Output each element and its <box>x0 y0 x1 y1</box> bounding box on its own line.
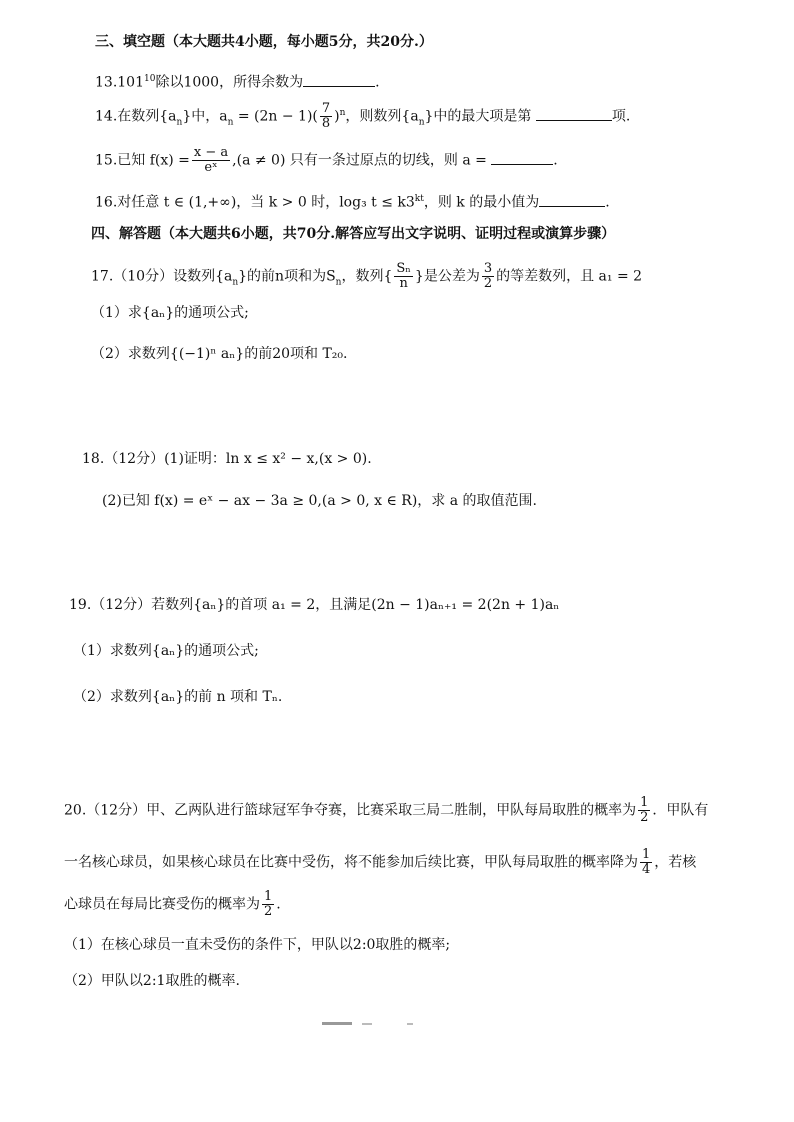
section3-title: 三、填空题（本大题共4小题，每小题5分，共20分.） <box>95 34 433 50</box>
question-15: 15.已知 f(x) = $\frac{x - a}{\text{eˣ}}$ ,(a ≠ 0) 只有一条过原点的切线，则 a = . <box>95 145 558 175</box>
question-16: 16.对任意 t ∈ (1,+∞)，当 k > 0 时，log₃ $t \le k3^{kt}$，则 k 的最小值为 . <box>95 194 610 211</box>
fraction-3-2: $\frac{3}{2}$ <box>483 261 493 291</box>
answer-blank-14[interactable] <box>536 108 612 121</box>
fraction-x-a-over-ex: $\frac{x - a}{\text{eˣ}}$ <box>193 145 229 175</box>
question-20-part2: （2）甲队以2:1取胜的概率. <box>64 973 240 989</box>
question-20-part1: （1）在核心球员一直未受伤的条件下，甲队以2:0取胜的概率; <box>64 937 451 953</box>
question-19-part1: （1）求数列{aₙ}的通项公式; <box>73 643 259 659</box>
question-17-intro: 17.（10分）设数列$\{a_n\}$的前n项和为$S_n$，数列{ $\frac{\text{Sₙ}}{n}$ }是公差为 $\frac{3}{2}$ 的等差数列，且 a₁ = 2 <box>91 261 643 291</box>
fraction-1-4: $\frac{1}{4}$ <box>642 847 651 877</box>
answer-blank-13[interactable] <box>303 74 375 87</box>
question-18-part1: 18.（12分）(1)证明：ln x ≤ x² − x,(x > 0). <box>82 451 372 467</box>
question-17-part2: （2）求数列{(−1)ⁿ aₙ}的前20项和 T₂₀. <box>91 346 348 362</box>
section4-title: 四、解答题（本大题共6小题，共70分.解答应写出文字说明、证明过程或演算步骤） <box>91 226 616 242</box>
page-footer-smudge <box>322 1020 422 1031</box>
question-20-line3: 心球员在每局比赛受伤的概率为 $\frac{1}{2}$ . <box>64 889 281 919</box>
fraction-1-2-a: $\frac{1}{2}$ <box>640 795 649 825</box>
answer-blank-16[interactable] <box>539 194 605 207</box>
question-13: 13.101$^{10}$除以1000，所得余数为 . <box>95 74 380 91</box>
fraction-sn-over-n: $\frac{\text{Sₙ}}{n}$ <box>396 261 411 291</box>
question-19-part2: （2）求数列{aₙ}的前 n 项和 Tₙ. <box>73 689 283 705</box>
question-18-part2: (2)已知 f(x) = eˣ − ax − 3a ≥ 0,(a > 0, x ∈ R)，求 a 的取值范围. <box>102 493 537 509</box>
question-19-intro: 19.（12分）若数列{aₙ}的首项 a₁ = 2，且满足(2n − 1)aₙ₊₁ = 2(2n + 1)aₙ <box>69 597 560 613</box>
question-20-line1: 20.（12分）甲、乙两队进行篮球冠军争夺赛，比赛采取三局二胜制，甲队每局取胜的概率为 $\frac{1}{2}$ ．甲队有 <box>64 795 709 825</box>
question-20-line2: 一名核心球员，如果核心球员在比赛中受伤，将不能参加后续比赛，甲队每局取胜的概率降为 $\frac{1}{4}$ ，若核 <box>64 847 697 877</box>
fraction-1-2-b: $\frac{1}{2}$ <box>264 889 273 919</box>
question-17-part1: （1）求{aₙ}的通项公式; <box>91 305 249 321</box>
question-14: 14.在数列$\{a_n\}$中，$a_n = (2n - 1)$( $\frac{7}{8}$ )$^n$，则数列$\{a_n\}$中的最大项是第 项. <box>95 101 631 131</box>
fraction-7-8: $\frac{7}{8}$ <box>321 101 331 131</box>
answer-blank-15[interactable] <box>491 152 553 165</box>
